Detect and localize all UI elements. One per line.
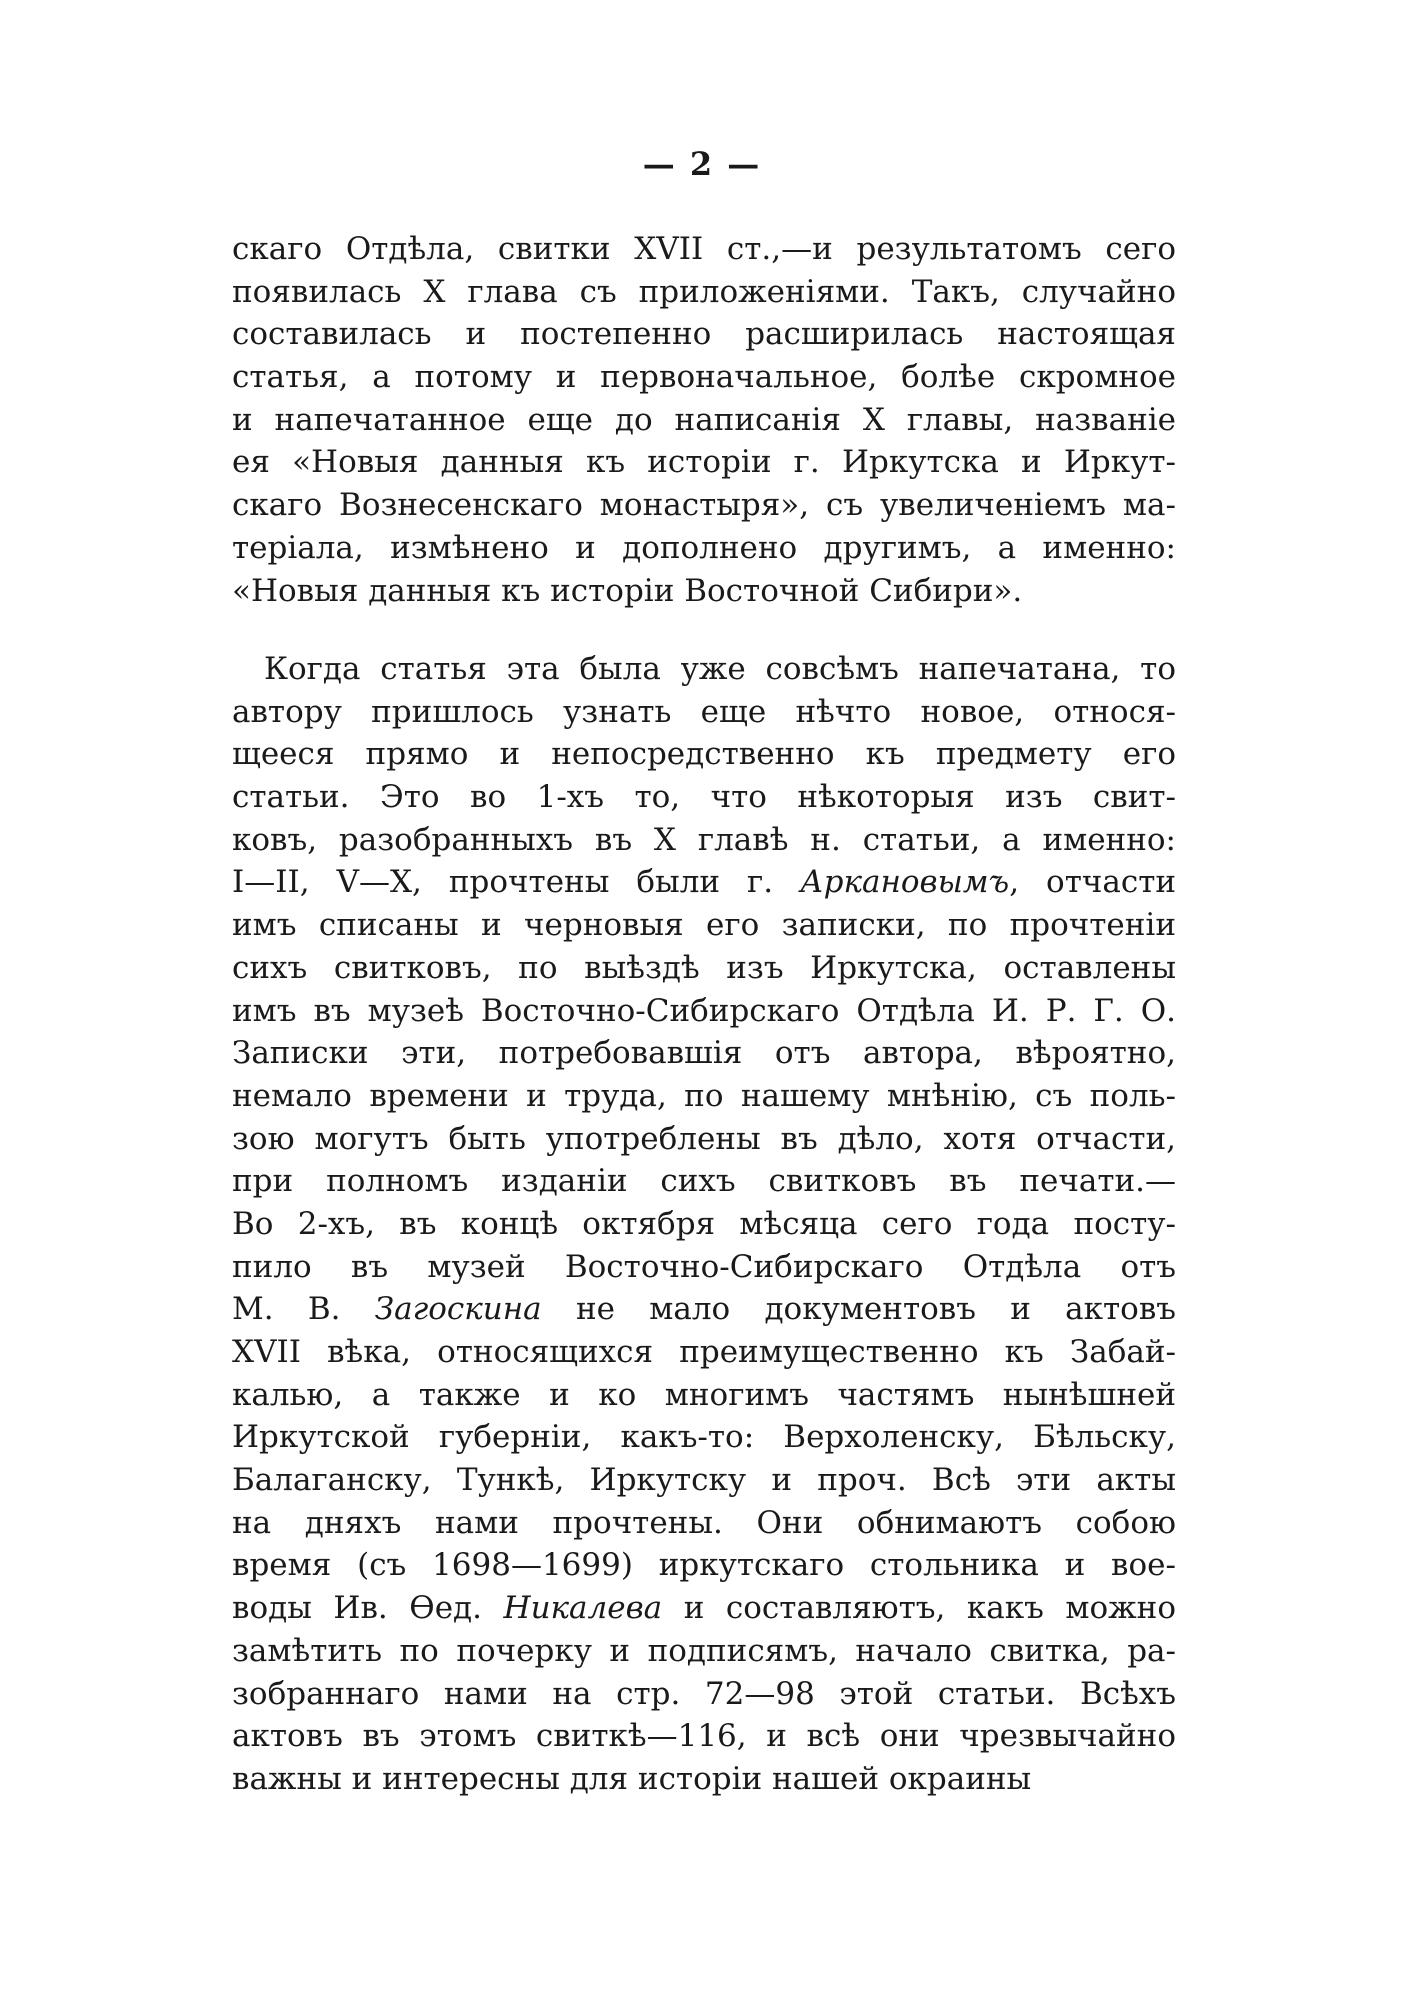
text-line: Иркутской губерніи, какъ-то: Верхоленску, Бѣльску, [232,1419,1176,1456]
text-line: пило въ музей Восточно-Сибирскаго Отдѣла отъ [232,1248,1176,1285]
text-line: Во 2-хъ, въ концѣ октября мѣсяца сего года посту- [232,1205,1176,1242]
text-line: ковъ, разобранныхъ въ X главѣ н. статьи, а именно: [232,821,1176,858]
text-line: щееся прямо и непосредственно къ предмету его [232,736,1176,773]
text-line [232,861,1176,904]
text-segment: I—II, V—X, прочтены были г. [232,864,801,901]
text-line: XVII вѣка, относящихся преимущественно къ Забай- [232,1334,1176,1370]
text-line: имъ въ музеѣ Восточно-Сибирскаго Отдѣла И. Р. Г. О. [232,992,1176,1029]
text-segment: и составляютъ, какъ можно [662,1590,1176,1627]
text-line: немало времени и труда, по нашему мнѣнію, съ поль- [232,1077,1176,1114]
text-segment: воды Ив. Ѳед. [232,1590,504,1627]
italic-name: Аркановымъ [800,864,1010,901]
text-line: скаго Отдѣла, свитки XVII ст.,—и результатомъ сего [232,231,1176,267]
text-line: Балаганску, Тункѣ, Иркутску и проч. Всѣ эти акты [232,1462,1176,1499]
page-number: — 2 — [642,145,762,183]
text-line [232,1587,1176,1630]
text-segment: , отчасти [1009,864,1177,901]
text-line: сихъ свитковъ, по выѣздѣ изъ Иркутска, оставлены [232,949,1176,986]
text-line: Записки эти, потребовавшія отъ автора, вѣроятно, [232,1035,1176,1072]
text-line: теріала, измѣнено и дополнено другимъ, а именно: [232,529,1176,566]
paragraph-1 [232,228,1176,612]
text-line: составилась и постепенно расширилась настоящая [232,316,1176,353]
text-line: имъ списаны и черновыя его записки, по прочтеніи [232,907,1176,944]
text-line: Когда статья эта была уже совсѣмъ напечатана, то [264,651,1176,687]
text-line: замѣтить по почерку и подписямъ, начало свитка, ра- [232,1632,1176,1669]
text-line: статьи. Это во 1-хъ то, что нѣкоторыя изъ свит- [232,779,1176,816]
text-line: и напечатанное еще до написанія X главы, названіе [232,401,1176,438]
text-line: скаго Вознесенскаго монастыря», съ увеличеніемъ ма- [232,487,1176,524]
text-line: на дняхъ нами прочтены. Они обнимаютъ собою [232,1504,1176,1541]
italic-name: Загоскина [374,1291,542,1328]
paragraph-2 [232,648,1176,1801]
text-line: калью, а также и ко многимъ частямъ нынѣшней [232,1376,1176,1413]
text-line: ея «Новыя данныя къ исторіи г. Иркутска и Иркут- [232,444,1176,481]
text-line: время (съ 1698—1699) иркутскаго стольника и вое- [232,1547,1176,1584]
text-line: при полномъ изданіи сихъ свитковъ въ печати.— [232,1163,1176,1200]
text-line: автору пришлось узнать еще нѣчто новое, относя- [232,693,1176,730]
text-line: появилась X глава съ приложеніями. Такъ, случайно [232,273,1176,310]
text-line: актовъ въ этомъ свиткѣ—116, и всѣ они чрезвычайно [232,1718,1176,1755]
text-segment: М. В. [232,1291,375,1328]
text-line: зобраннаго нами на стр. 72—98 этой статьи. Всѣхъ [232,1675,1176,1712]
text-segment: не мало документовъ и актовъ [541,1291,1176,1328]
text-line: важны и интересны для исторіи нашей окраины [232,1760,1032,1797]
text-line: статья, а потому и первоначальное, болѣе скромное [232,359,1176,396]
text-line: «Новыя данныя къ исторіи Восточной Сибири». [232,572,1023,609]
text-line: зою могутъ быть употреблены въ дѣло, хотя отчасти, [232,1120,1176,1157]
text-line [232,1288,1176,1331]
italic-name: Никалева [503,1590,663,1627]
